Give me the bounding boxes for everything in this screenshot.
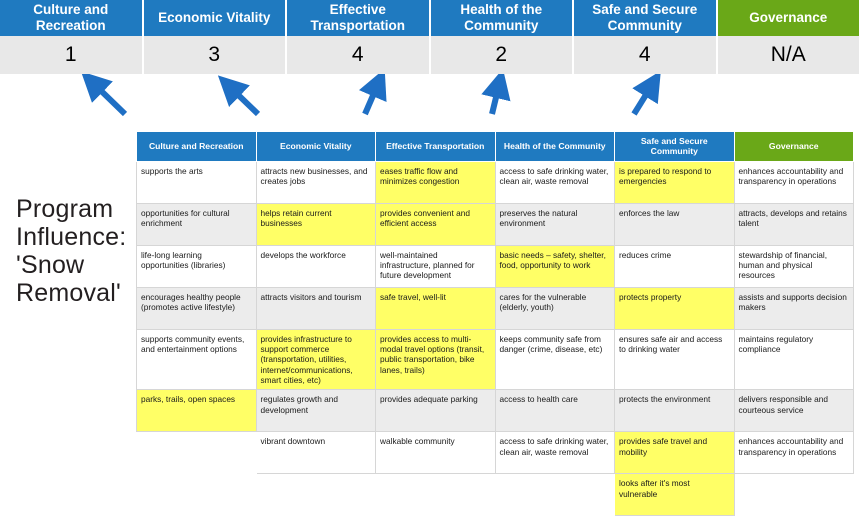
matrix-cell-r7-c0	[137, 474, 257, 516]
table-row	[137, 390, 854, 432]
matrix-cell-r1-c1: helps retain current businesses	[256, 203, 376, 245]
matrix-cell-r7-c5	[734, 474, 854, 516]
priority-header-2: Effective Transportation	[287, 0, 431, 36]
matrix-cell-r2-c2: well-maintained infrastructure, planned for future development	[376, 245, 496, 287]
matrix-cell-r0-c4: is prepared to respond to emergencies	[615, 161, 735, 203]
priority-header-5: Governance	[718, 0, 859, 36]
matrix-col-header-1: Economic Vitality	[256, 132, 376, 162]
matrix-cell-r5-c0: parks, trails, open spaces	[137, 390, 257, 432]
priority-score-1: 3	[144, 36, 288, 74]
matrix-cell-r7-c3	[495, 474, 615, 516]
matrix-col-header-4: Safe and Secure Community	[615, 132, 735, 162]
matrix-cell-r3-c2: safe travel, well-lit	[376, 287, 496, 329]
table-row	[137, 161, 854, 203]
matrix-cell-r1-c0: opportunities for cultural enrichment	[137, 203, 257, 245]
priority-score-band	[0, 36, 859, 74]
matrix-cell-r6-c4: provides safe travel and mobility	[615, 432, 735, 474]
priority-header-0: Culture and Recreation	[0, 0, 144, 36]
matrix-cell-r2-c0: life-long learning opportunities (libraries)	[137, 245, 257, 287]
matrix-cell-r3-c5: assists and supports decision makers	[734, 287, 854, 329]
matrix-cell-r1-c2: provides convenient and efficient access	[376, 203, 496, 245]
priority-score-2: 4	[287, 36, 431, 74]
matrix-cell-r1-c5: attracts, develops and retains talent	[734, 203, 854, 245]
matrix-cell-r4-c1: provides infrastructure to support commerce (transportation, utilities, internet/communications, smart cities, etc)	[256, 329, 376, 390]
program-influence-caption	[16, 195, 134, 307]
arrow-culture-recreation	[93, 83, 125, 114]
table-row	[137, 432, 854, 474]
matrix-cell-r2-c3: basic needs – safety, shelter, food, opportunity to work	[495, 245, 615, 287]
matrix-col-header-2: Effective Transportation	[376, 132, 496, 162]
matrix-cell-r7-c2	[376, 474, 496, 516]
matrix-cell-r4-c2: provides access to multi-modal travel options (transit, public transportation, bike lanes, trails)	[376, 329, 496, 390]
priority-header-3: Health of the Community	[431, 0, 575, 36]
matrix-cell-r6-c5: enhances accountability and transparency in operations	[734, 432, 854, 474]
matrix-cell-r4-c4: ensures safe air and access to drinking water	[615, 329, 735, 390]
caption-line-3: 'Snow	[16, 251, 134, 279]
matrix-cell-r0-c2: eases traffic flow and minimizes congestion	[376, 161, 496, 203]
arrow-health-community	[492, 85, 499, 114]
matrix-col-header-0: Culture and Recreation	[137, 132, 257, 162]
table-row	[137, 287, 854, 329]
matrix-cell-r0-c3: access to safe drinking water, clean air, waste removal	[495, 161, 615, 203]
matrix-cell-r1-c4: enforces the law	[615, 203, 735, 245]
priority-score-5: N/A	[718, 36, 859, 74]
caption-line-1: Program	[16, 195, 134, 223]
matrix-cell-r3-c0: encourages healthy people (promotes active lifestyle)	[137, 287, 257, 329]
matrix-cell-r3-c1: attracts visitors and tourism	[256, 287, 376, 329]
arrow-safe-secure-community	[634, 85, 652, 114]
matrix-cell-r6-c1: vibrant downtown	[256, 432, 376, 474]
caption-line-2: Influence:	[16, 223, 134, 251]
matrix-cell-r2-c5: stewardship of financial, human and physical resources	[734, 245, 854, 287]
matrix-cell-r0-c1: attracts new businesses, and creates jobs	[256, 161, 376, 203]
priority-score-4: 4	[574, 36, 718, 74]
matrix-cell-r2-c1: develops the workforce	[256, 245, 376, 287]
matrix-cell-r6-c2: walkable community	[376, 432, 496, 474]
arrow-layer	[0, 74, 859, 134]
matrix-cell-r4-c3: keeps community safe from danger (crime, disease, etc)	[495, 329, 615, 390]
priority-results-matrix	[136, 131, 854, 516]
matrix-cell-r0-c0: supports the arts	[137, 161, 257, 203]
priority-score-0: 1	[0, 36, 144, 74]
priority-header-4: Safe and Secure Community	[574, 0, 718, 36]
matrix-body	[137, 161, 854, 516]
matrix-cell-r7-c1	[256, 474, 376, 516]
matrix-cell-r0-c5: enhances accountability and transparency in operations	[734, 161, 854, 203]
matrix-cell-r7-c4: looks after it's most vulnerable	[615, 474, 735, 516]
matrix-cell-r6-c0	[137, 432, 257, 474]
matrix-cell-r3-c3: cares for the vulnerable (elderly, youth)	[495, 287, 615, 329]
matrix-cell-r5-c1: regulates growth and development	[256, 390, 376, 432]
matrix-col-header-3: Health of the Community	[495, 132, 615, 162]
priority-header-band	[0, 0, 859, 36]
matrix-cell-r6-c3: access to safe drinking water, clean air, waste removal	[495, 432, 615, 474]
table-row	[137, 329, 854, 390]
matrix-cell-r4-c0: supports community events, and entertainment options	[137, 329, 257, 390]
matrix-cell-r5-c5: delivers responsible and courteous service	[734, 390, 854, 432]
matrix-cell-r3-c4: protects property	[615, 287, 735, 329]
arrow-economic-vitality	[230, 87, 258, 114]
priority-header-1: Economic Vitality	[144, 0, 288, 36]
priority-score-3: 2	[431, 36, 575, 74]
table-row	[137, 474, 854, 516]
matrix-col-header-5: Governance	[734, 132, 854, 162]
matrix-cell-r5-c2: provides adequate parking	[376, 390, 496, 432]
table-row	[137, 245, 854, 287]
matrix-cell-r5-c3: access to health care	[495, 390, 615, 432]
caption-line-4: Removal'	[16, 279, 134, 307]
matrix-cell-r2-c4: reduces crime	[615, 245, 735, 287]
matrix-cell-r4-c5: maintains regulatory compliance	[734, 329, 854, 390]
matrix-cell-r5-c4: protects the environment	[615, 390, 735, 432]
matrix-cell-r1-c3: preserves the natural environment	[495, 203, 615, 245]
matrix-header-row	[137, 132, 854, 162]
arrow-effective-transportation	[365, 84, 378, 114]
table-row	[137, 203, 854, 245]
